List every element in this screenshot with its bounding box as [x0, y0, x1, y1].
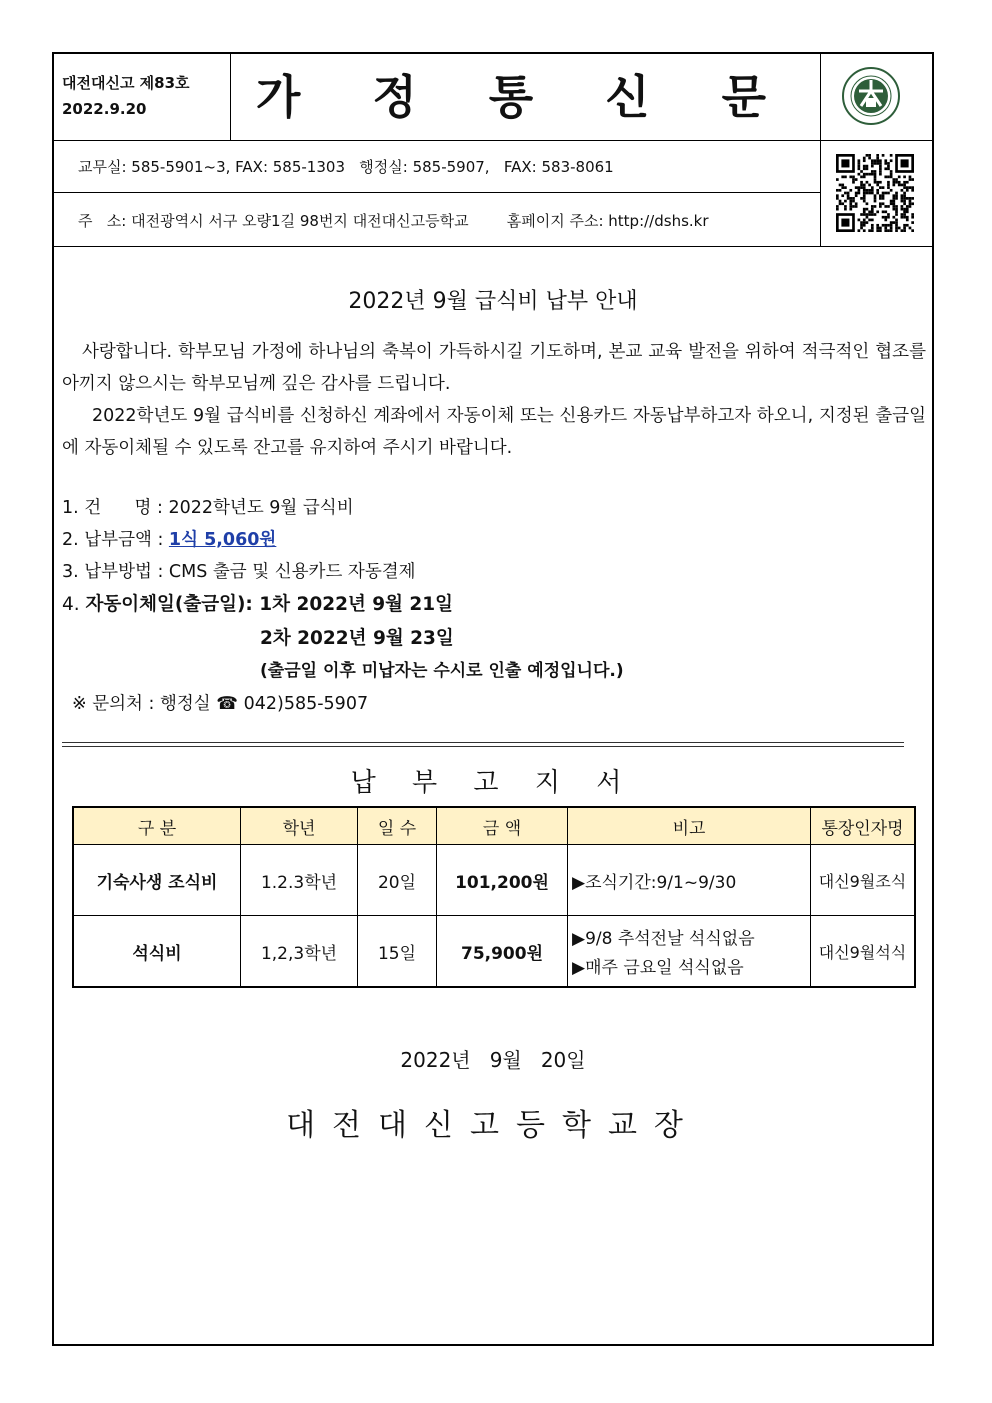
qr-cell — [820, 140, 932, 247]
header — [54, 54, 932, 141]
item-subject: 1. 건 명 : 2022학년도 9월 급식비 — [62, 498, 354, 518]
col-account: 통장인자명 — [811, 807, 916, 845]
bill-header-row — [73, 807, 915, 845]
cell-amount: 75,900원 — [437, 916, 568, 988]
issue-date: 2022.9.20 — [62, 100, 147, 118]
issue-cell — [54, 54, 231, 140]
item-transfer-second: 2차 2022년 9월 23일 — [260, 628, 454, 649]
contact-info — [54, 140, 821, 247]
issue-number: 대전대신고 제83호 — [62, 74, 190, 92]
note-line: ▶9/8 추석전날 석식없음 — [572, 929, 755, 949]
contact-phones: 교무실: 585-5901~3, FAX: 585-1303 행정실: 585-5907, FAX: 583-8061 — [78, 158, 614, 176]
cell-days: 20일 — [358, 845, 437, 916]
col-grade: 학년 — [241, 807, 358, 845]
bill-table — [72, 806, 916, 988]
item-amount — [62, 526, 276, 551]
item-transfer-date — [62, 590, 453, 616]
col-note: 비고 — [568, 807, 811, 845]
col-category: 구 분 — [73, 807, 241, 845]
col-amount: 금 액 — [437, 807, 568, 845]
table-row — [73, 845, 915, 916]
item-amount-label: 2. 납부금액 : — [62, 530, 169, 550]
cell-days: 15일 — [358, 916, 437, 988]
item-method: 3. 납부방법 : CMS 출금 및 신용카드 자동결제 — [62, 562, 416, 582]
inquiry-line: ※ 문의처 : 행정실 ☎ 042)585-5907 — [72, 694, 369, 714]
double-divider — [62, 742, 904, 747]
col-days: 일 수 — [358, 807, 437, 845]
note-line: ▶매주 금요일 석식없음 — [572, 958, 744, 978]
cell-note — [568, 916, 811, 988]
signature-date: 2022년 9월 20일 — [400, 1048, 586, 1072]
cell-category: 기숙사생 조식비 — [73, 845, 241, 916]
qr-code-icon[interactable] — [836, 154, 914, 232]
cell-grade: 1,2,3학년 — [241, 916, 358, 988]
item-transfer-note: (출금일 이후 미납자는 수시로 인출 예정입니다.) — [260, 661, 624, 681]
cell-category: 석식비 — [73, 916, 241, 988]
cell-amount: 101,200원 — [437, 845, 568, 916]
cell-note: ▶조식기간:9/1~9/30 — [568, 845, 811, 916]
item-transfer-first: 자동이체일(출금일): 1차 2022년 9월 21일 — [85, 594, 454, 615]
contact-address: 주 소: 대전광역시 서구 오량1길 98번지 대전대신고등학교 홈페이지 주소: http://dshs.kr — [78, 212, 709, 230]
school-emblem-icon — [841, 66, 901, 126]
instruction-paragraph: 2022학년도 9월 급식비를 신청하신 계좌에서 자동이체 또는 신용카드 자동납부하고자 하오니, 지정된 출금일에 자동이체될 수 있도록 잔고를 유지하여 주시기 바랍니다. — [62, 406, 926, 458]
item-transfer-num: 4. — [62, 594, 86, 615]
cell-account: 대신9월조식 — [811, 845, 916, 916]
newsletter-title: 가 정 통 신 문 — [255, 70, 795, 124]
cell-grade: 1.2.3학년 — [241, 845, 358, 916]
document-frame — [52, 52, 934, 1346]
bill-title: 납 부 고 지 서 — [350, 768, 636, 798]
table-row — [73, 916, 915, 988]
cell-account: 대신9월석식 — [811, 916, 916, 988]
divider — [54, 192, 820, 193]
greeting-paragraph: 사랑합니다. 학부모님 가정에 하나님의 축복이 가득하시길 기도하며, 본교 교육 발전을 위하여 적극적인 협조를 아끼지 않으시는 학부모님께 깊은 감사를 드립니다. — [62, 342, 926, 394]
item-amount-value[interactable]: 1식 5,060원 — [168, 530, 277, 550]
logo-cell — [820, 54, 933, 140]
signature-name: 대전대신고등학교장 — [286, 1108, 700, 1143]
notice-title: 2022년 9월 급식비 납부 안내 — [348, 289, 638, 314]
